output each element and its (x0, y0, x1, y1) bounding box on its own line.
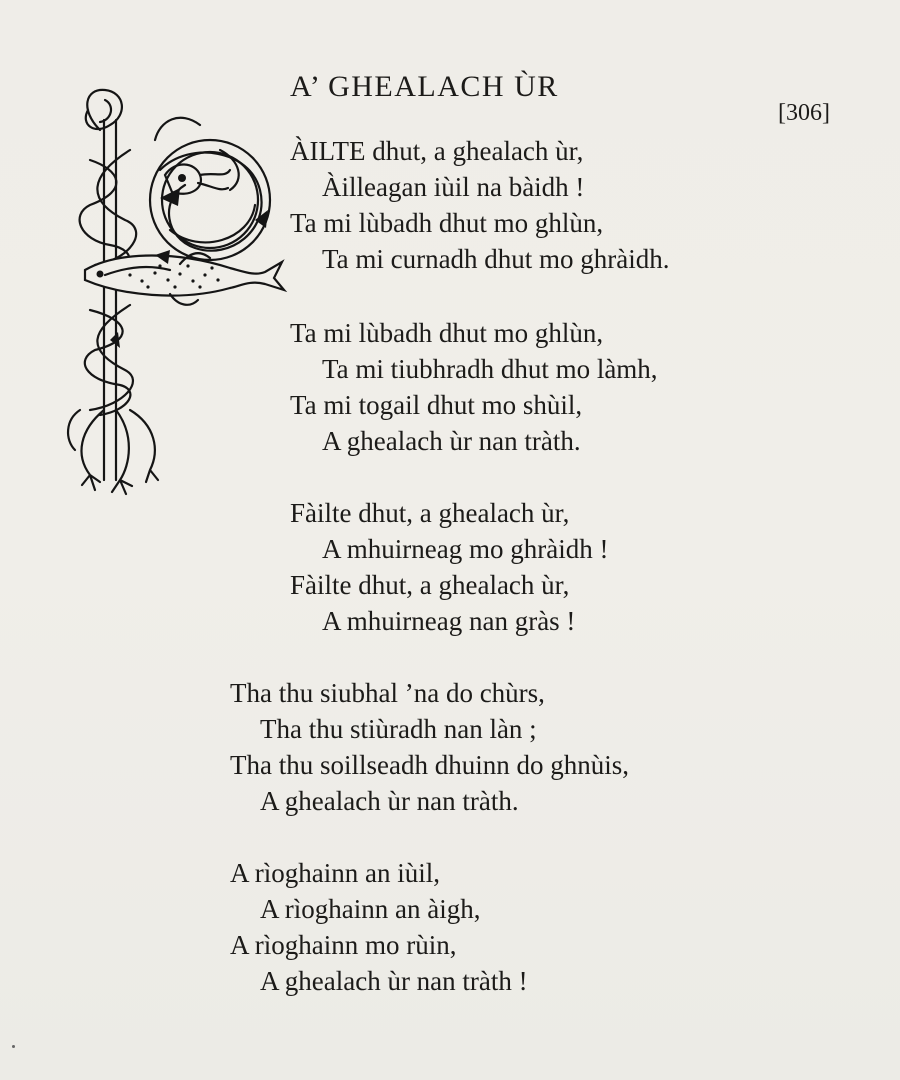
poem-line: ÀILTE dhut, a ghealach ùr, (290, 136, 584, 166)
poem-line: A ghealach ùr nan tràth. (322, 426, 581, 456)
poem-line: Àilleagan iùil na bàidh ! (322, 172, 585, 202)
poem-line: Tha thu stiùradh nan làn ; (260, 714, 537, 744)
poem-line: Ta mi lùbadh dhut mo ghlùn, (290, 208, 604, 238)
poem-line: Tha thu soillseadh dhuinn do ghnùis, (230, 750, 629, 780)
poem-line: Ta mi togail dhut mo shùil, (290, 390, 583, 420)
poem-line: Tha thu siubhal ’na do chùrs, (230, 678, 545, 708)
poem-line: A rìoghainn an iùil, (230, 858, 440, 888)
paper-speck (12, 1045, 15, 1048)
poem-line: Ta mi curnadh dhut mo ghràidh. (322, 244, 670, 274)
poem-line: A ghealach ùr nan tràth ! (260, 966, 528, 996)
poem-line: Ta mi tiubhradh dhut mo làmh, (322, 354, 658, 384)
poem-line: Ta mi lùbadh dhut mo ghlùn, (290, 318, 604, 348)
poem-line: A mhuirneag mo ghràidh ! (322, 534, 609, 564)
poem-line: Fàilte dhut, a ghealach ùr, (290, 570, 570, 600)
poem-line: A ghealach ùr nan tràth. (260, 786, 519, 816)
celtic-illuminated-initial-f-icon (60, 80, 290, 520)
page-number: [306] (778, 100, 830, 126)
poem-line: Fàilte dhut, a ghealach ùr, (290, 498, 570, 528)
poem-line: A rìoghainn an àigh, (260, 894, 481, 924)
poem-title: A’ GHEALACH ÙR (290, 70, 559, 103)
poem-line: A rìoghainn mo rùin, (230, 930, 457, 960)
poem-line: A mhuirneag nan gràs ! (322, 606, 576, 636)
